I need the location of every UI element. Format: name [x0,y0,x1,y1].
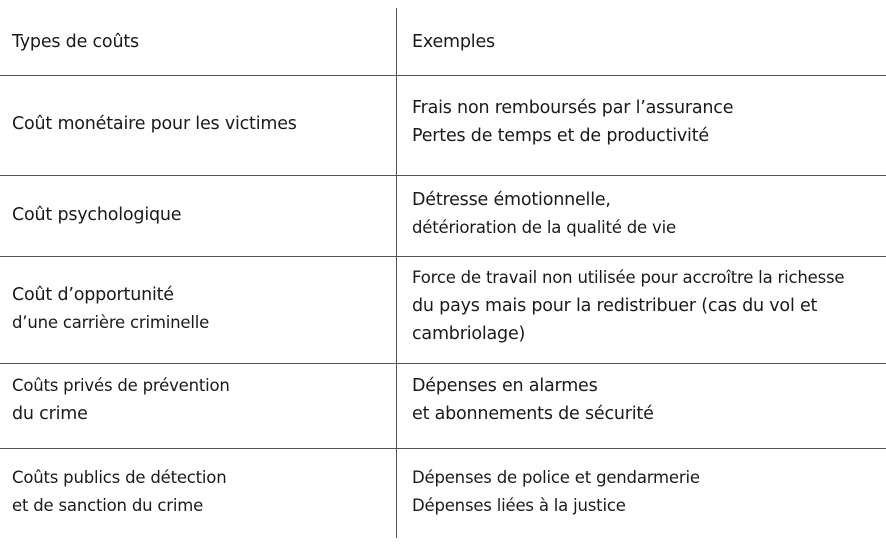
example-line: Pertes de temps et de productivité [412,126,709,146]
row-1-examples [412,94,733,150]
row-3-type [12,281,209,337]
cost-type-line: Coûts publics de détection [12,468,227,487]
cost-type-line: Coûts privés de prévention [12,376,230,395]
example-line: détérioration de la qualité de vie [412,218,676,237]
row-5-type [12,464,226,520]
header-examples-label: Exemples [412,32,495,52]
cost-type-line: Coût psychologique [12,205,182,225]
row-4-examples [412,372,654,428]
row-1-type [12,110,297,138]
header-examples [412,28,495,56]
example-line: et abonnements de sécurité [412,404,654,424]
row-5-examples [412,464,700,520]
cost-type-line: Coût monétaire pour les victimes [12,114,297,134]
cost-type-line: du crime [12,404,88,424]
row-2-type [12,201,181,229]
row-4-type [12,372,230,428]
example-line: Dépenses en alarmes [412,376,598,396]
row-divider [0,75,886,76]
row-2-examples [412,186,676,242]
row-divider [0,256,886,257]
cost-type-line: d’une carrière criminelle [12,313,210,332]
header-types-label: Types de coûts [12,32,139,52]
row-3-examples [412,264,844,348]
column-divider [396,8,397,538]
example-line: Dépenses liées à la justice [412,496,626,515]
example-line: cambriolage) [412,324,526,344]
row-divider [0,363,886,364]
example-line: Frais non remboursés par l’assurance [412,98,734,118]
row-divider [0,448,886,449]
row-divider [0,175,886,176]
header-types [12,28,139,56]
cost-type-line: et de sanction du crime [12,496,204,515]
cost-type-line: Coût d’opportunité [12,285,174,305]
example-line: Détresse émotionnelle, [412,190,611,210]
example-line: Force de travail non utilisée pour accroître la richesse [412,268,845,287]
example-line: du pays mais pour la redistribuer (cas du vol et [412,296,818,316]
example-line: Dépenses de police et gendarmerie [412,468,700,487]
